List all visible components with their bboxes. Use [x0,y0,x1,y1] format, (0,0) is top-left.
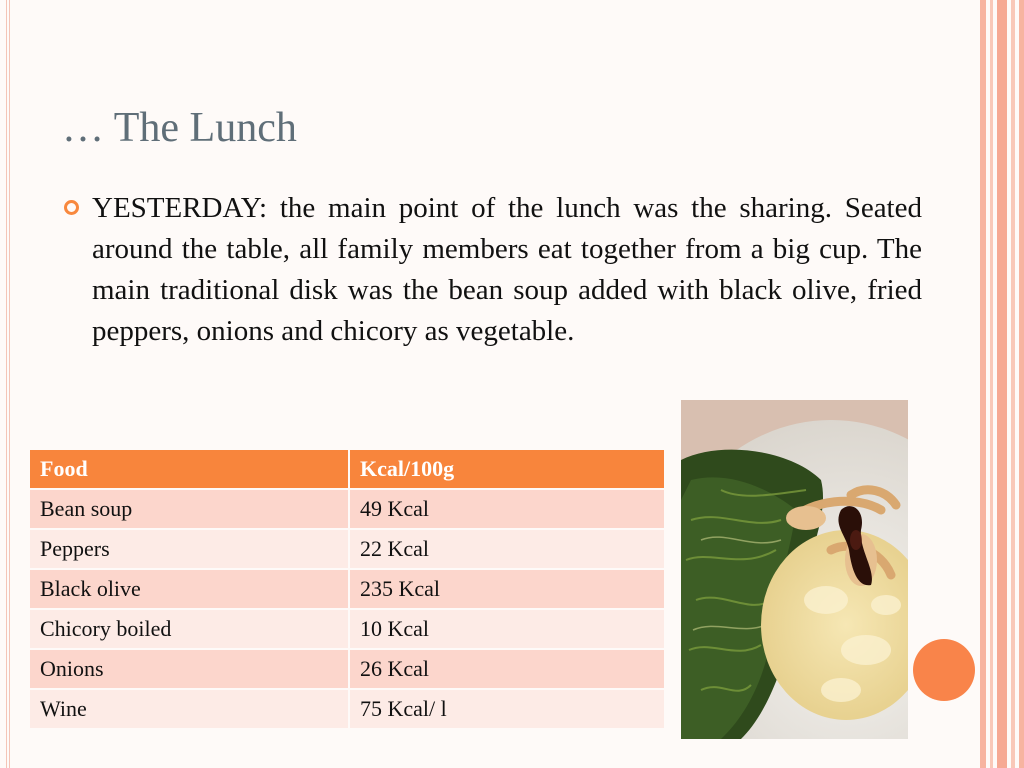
table-row [30,490,664,528]
table-cell-food: Bean soup [30,490,348,528]
table-cell-food: Wine [30,690,348,728]
table-cell-food: Peppers [30,530,348,568]
right-stripe [997,0,1007,768]
column-header-food: Food [30,450,348,488]
table-cell-food: Chicory boiled [30,610,348,648]
table-cell-food: Black olive [30,570,348,608]
bullet-item [62,188,922,352]
table-cell-kcal: 49 Kcal [350,490,664,528]
table-row [30,570,664,608]
table-row [30,610,664,648]
right-stripe [1019,0,1024,768]
table-cell-food: Onions [30,650,348,688]
right-stripe [1011,0,1015,768]
bullet-text: YESTERDAY: the main point of the lunch was the sharing. Seated around the table, all family members eat together from a big cup. The main traditional disk was the bean soup added with black olive, fried peppers, onions and chicory as vegetable. [92,192,922,347]
bullet-ring-icon [64,200,79,215]
decorative-circle [913,639,975,701]
food-photo-illustration [681,400,908,739]
table-row [30,650,664,688]
table-cell-kcal: 22 Kcal [350,530,664,568]
food-photo [681,400,908,739]
table-header-row [30,450,664,488]
right-stripe [980,0,986,768]
food-calorie-table [28,448,666,730]
table-row [30,690,664,728]
table-cell-kcal: 26 Kcal [350,650,664,688]
table-cell-kcal: 10 Kcal [350,610,664,648]
column-header-kcal: Kcal/100g [350,450,664,488]
table-row [30,530,664,568]
left-border-line [9,0,10,768]
table-cell-kcal: 235 Kcal [350,570,664,608]
left-border-line [6,0,7,768]
table-cell-kcal: 75 Kcal/ l [350,690,664,728]
slide-title: … The Lunch [62,105,297,151]
right-stripe [990,0,993,768]
